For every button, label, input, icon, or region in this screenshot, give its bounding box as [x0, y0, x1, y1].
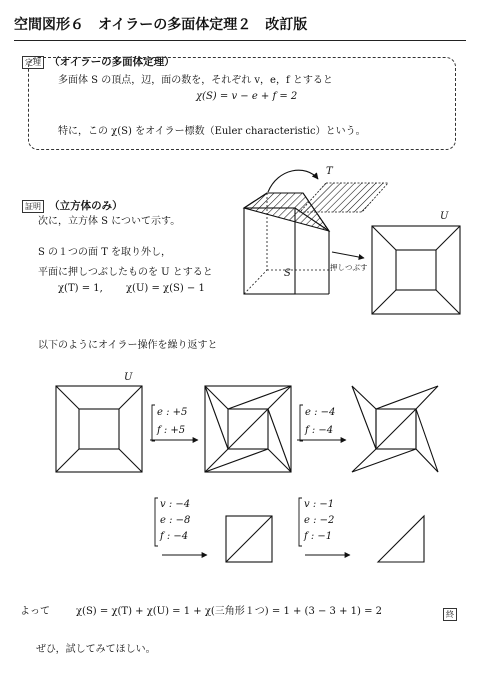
op4-line1: v : −1 [304, 499, 335, 510]
label-T: T [326, 166, 333, 177]
op3-line1: v : −4 [160, 499, 191, 510]
theorem-line2: 特に，この χ(S) をオイラー標数（Euler characteristic）という。 [58, 126, 366, 137]
theorem-line1: 多面体 S の頂点，辺，面の数を，それぞれ v，e，f とすると [58, 75, 333, 86]
op-label-U: U [124, 372, 133, 383]
proof-title: （立方体のみ） [49, 200, 123, 212]
theorem-title: （オイラーの多面体定理） [49, 56, 175, 68]
op1-line2: f : +5 [157, 425, 186, 436]
label-U-top: U [440, 211, 449, 222]
proof-line1: 次に，立方体 S について示す。 [38, 216, 181, 227]
page-title: 空間図形６ オイラーの多面体定理２ 改訂版 [14, 17, 308, 33]
theorem-formula: χ(S) = v − e + f = 2 [196, 91, 298, 102]
proof-line2: S の１つの面 T を取り外し， [38, 247, 172, 258]
proof-chi-T: χ(T) = 1, [58, 283, 103, 294]
conclusion-formula: χ(S) = χ(T) + χ(U) = 1 + χ(三角形１つ) = 1 + (3 − 3 + 1) = 2 [76, 606, 383, 617]
op3-line3: f : −4 [160, 531, 189, 542]
end-mark [443, 602, 457, 621]
op1-line1: e : +5 [157, 407, 188, 418]
closing-line: ぜひ，試してみてほしい。 [36, 644, 156, 655]
proof-chi-U: χ(U) = χ(S) − 1 [126, 283, 205, 294]
label-S: S [284, 268, 291, 279]
op3-line2: e : −8 [160, 515, 191, 526]
proof-line3: 平面に押しつぶしたものを U とすると [38, 267, 213, 278]
op-U [56, 386, 142, 472]
op4-line2: e : −2 [304, 515, 335, 526]
op-stage-3 [226, 516, 272, 562]
op-stage-4-triangle [378, 516, 424, 562]
theorem-tag: 定理 [22, 56, 44, 69]
op4-line3: f : −1 [304, 531, 333, 542]
flatten-label: 押しつぶす [330, 263, 368, 272]
op2-line1: e : −4 [305, 407, 336, 418]
op-stage-1 [205, 386, 291, 472]
op-stage-2 [352, 386, 438, 472]
end-mark-label: 終 [443, 608, 457, 621]
conclusion-prefix: よって [20, 606, 50, 617]
proof-repeat: 以下のようにオイラー操作を繰り返すと [38, 340, 218, 351]
op2-line2: f : −4 [305, 425, 334, 436]
proof-tag: 証明 [22, 200, 44, 213]
